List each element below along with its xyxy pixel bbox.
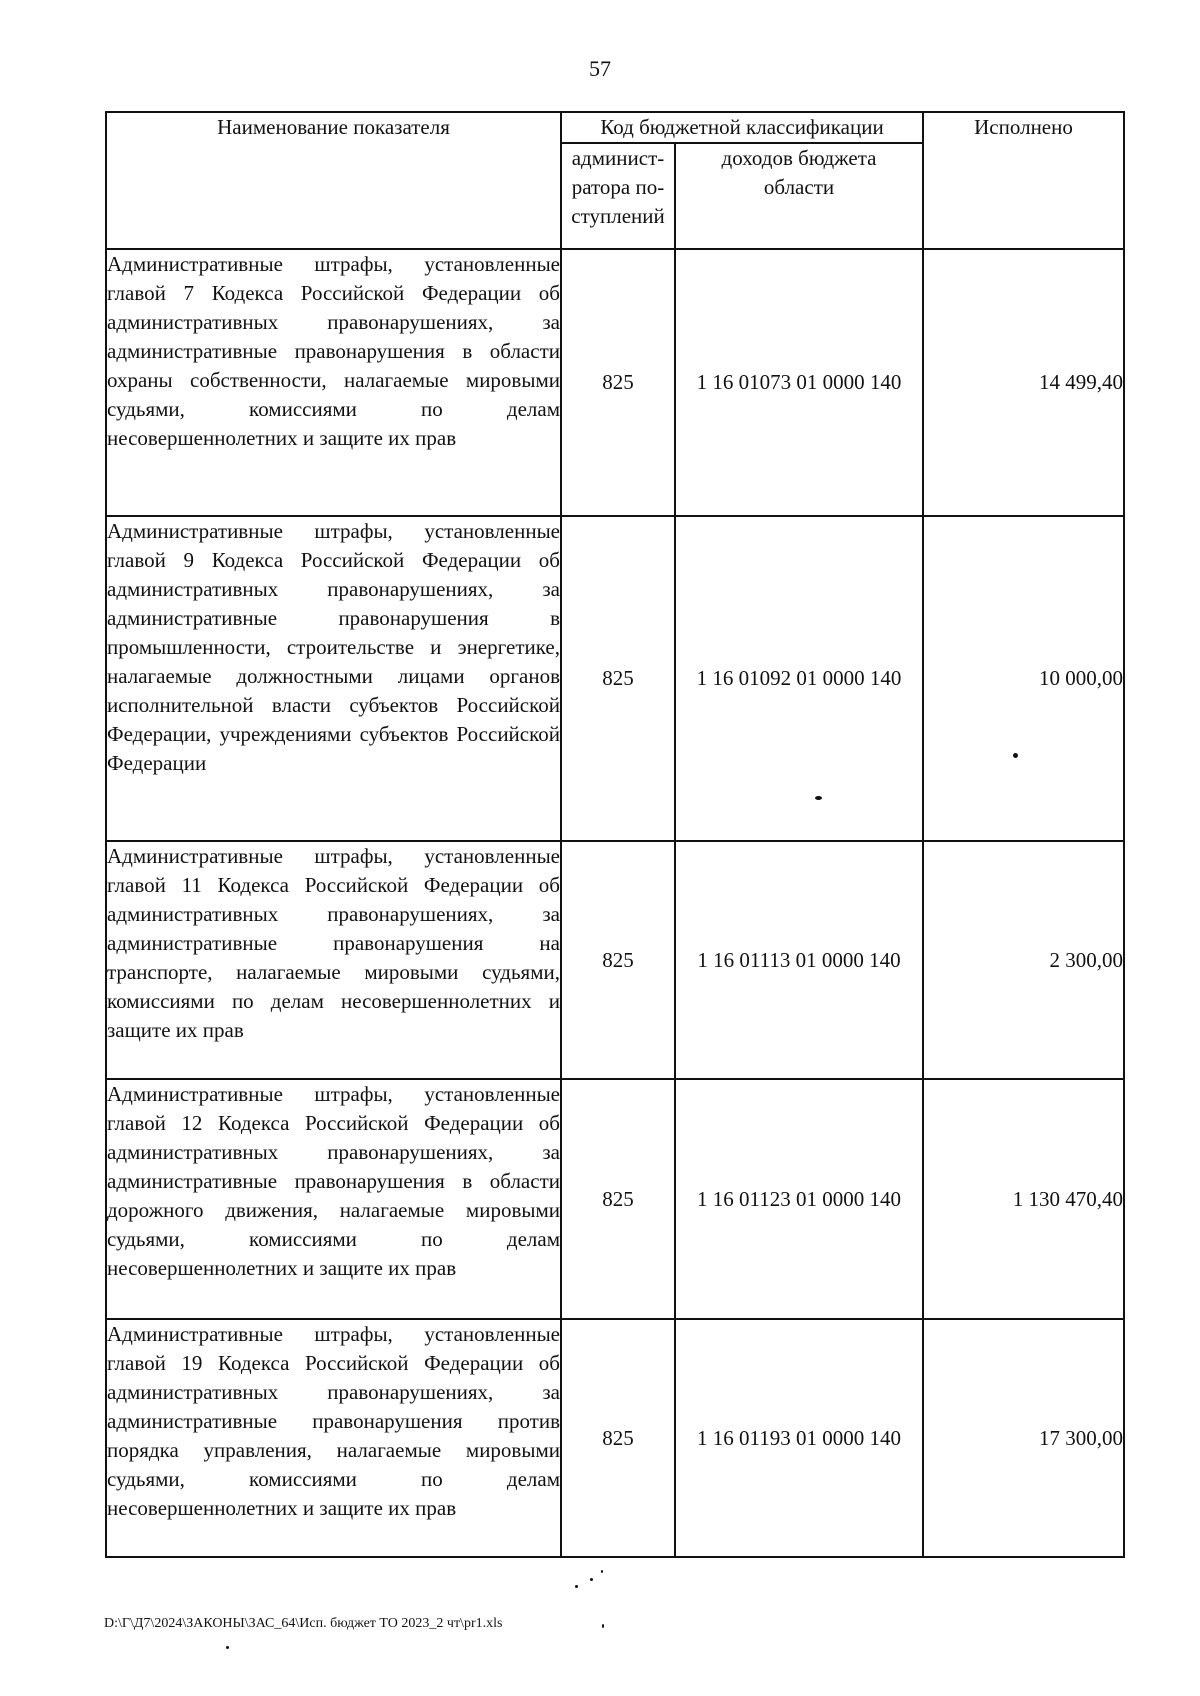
header-executed: Исполнено bbox=[923, 112, 1124, 249]
table-row bbox=[106, 841, 1124, 1079]
revenue-code: 1 16 01123 01 0000 140 bbox=[675, 1079, 923, 1319]
admin-code: 825 bbox=[561, 516, 675, 841]
revenue-code: 1 16 01073 01 0000 140 bbox=[675, 249, 923, 516]
table-body bbox=[106, 249, 1124, 1557]
header-revenue-code: доходов бюджета области bbox=[675, 143, 923, 249]
scan-speck bbox=[601, 1570, 603, 1573]
page-number: 57 bbox=[589, 56, 611, 81]
executed-amount: 10 000,00 bbox=[923, 516, 1124, 841]
admin-code: 825 bbox=[561, 249, 675, 516]
executed-amount: 17 300,00 bbox=[923, 1319, 1124, 1557]
header-row-top bbox=[106, 112, 1124, 143]
revenue-code: 1 16 01193 01 0000 140 bbox=[675, 1319, 923, 1557]
revenue-code: 1 16 01092 01 0000 140 bbox=[675, 516, 923, 841]
scan-speck bbox=[590, 1578, 593, 1581]
executed-amount: 2 300,00 bbox=[923, 841, 1124, 1079]
scan-speck bbox=[575, 1585, 578, 1588]
budget-revenue-table bbox=[105, 111, 1125, 1558]
table-row bbox=[106, 1319, 1124, 1557]
indicator-name: Административные штрафы, установленные главой 7 Кодекса Российской Федерации об административных правонарушениях, за административные правонарушения в области охраны собственности, налагаемые мировыми судьями, комиссиями по делам несовершеннолетних и защите их прав bbox=[106, 249, 561, 516]
table-row bbox=[106, 249, 1124, 516]
header-indicator-name: Наименование показателя bbox=[106, 112, 561, 249]
indicator-name: Административные штрафы, установленные главой 9 Кодекса Российской Федерации об административных правонарушениях, за административные правонарушения в промышленности, строительстве и энергетике, налагаемые должностными лицами органов исполнительной власти субъектов Российской Федерации, учреждениями субъектов Российской Федерации bbox=[106, 516, 561, 841]
header-administrator-code: админист-ратора по-ступлений bbox=[561, 143, 675, 249]
scan-speck bbox=[1013, 753, 1018, 758]
admin-code: 825 bbox=[561, 1079, 675, 1319]
executed-amount: 14 499,40 bbox=[923, 249, 1124, 516]
indicator-name: Административные штрафы, установленные главой 11 Кодекса Российской Федерации об административных правонарушениях, за административные правонарушения на транспорте, налагаемые мировыми судьями, комиссиями по делам несовершеннолетних и защите их прав bbox=[106, 841, 561, 1079]
header-budget-code-group: Код бюджетной классификации bbox=[561, 112, 923, 143]
scan-speck bbox=[602, 1624, 604, 1628]
executed-amount: 1 130 470,40 bbox=[923, 1079, 1124, 1319]
table-row bbox=[106, 1079, 1124, 1319]
scan-speck bbox=[226, 1646, 229, 1649]
table-header bbox=[106, 112, 1124, 249]
scan-speck bbox=[815, 796, 822, 800]
indicator-name: Административные штрафы, установленные главой 12 Кодекса Российской Федерации об административных правонарушениях, за административные правонарушения в области дорожного движения, налагаемые мировыми судьями, комиссиями по делам несовершеннолетних и защите их прав bbox=[106, 1079, 561, 1319]
revenue-code: 1 16 01113 01 0000 140 bbox=[675, 841, 923, 1079]
admin-code: 825 bbox=[561, 841, 675, 1079]
admin-code: 825 bbox=[561, 1319, 675, 1557]
table-row bbox=[106, 516, 1124, 841]
indicator-name: Административные штрафы, установленные главой 19 Кодекса Российской Федерации об административных правонарушениях, за административные правонарушения против порядка управления, налагаемые мировыми судьями, комиссиями по делам несовершеннолетних и защите их прав bbox=[106, 1319, 561, 1557]
footer-file-path: D:\Г\Д7\2024\ЗАКОНЫ\ЗАС_64\Исп. бюджет ТО 2023_2 чт\pr1.xls bbox=[104, 1616, 503, 1631]
